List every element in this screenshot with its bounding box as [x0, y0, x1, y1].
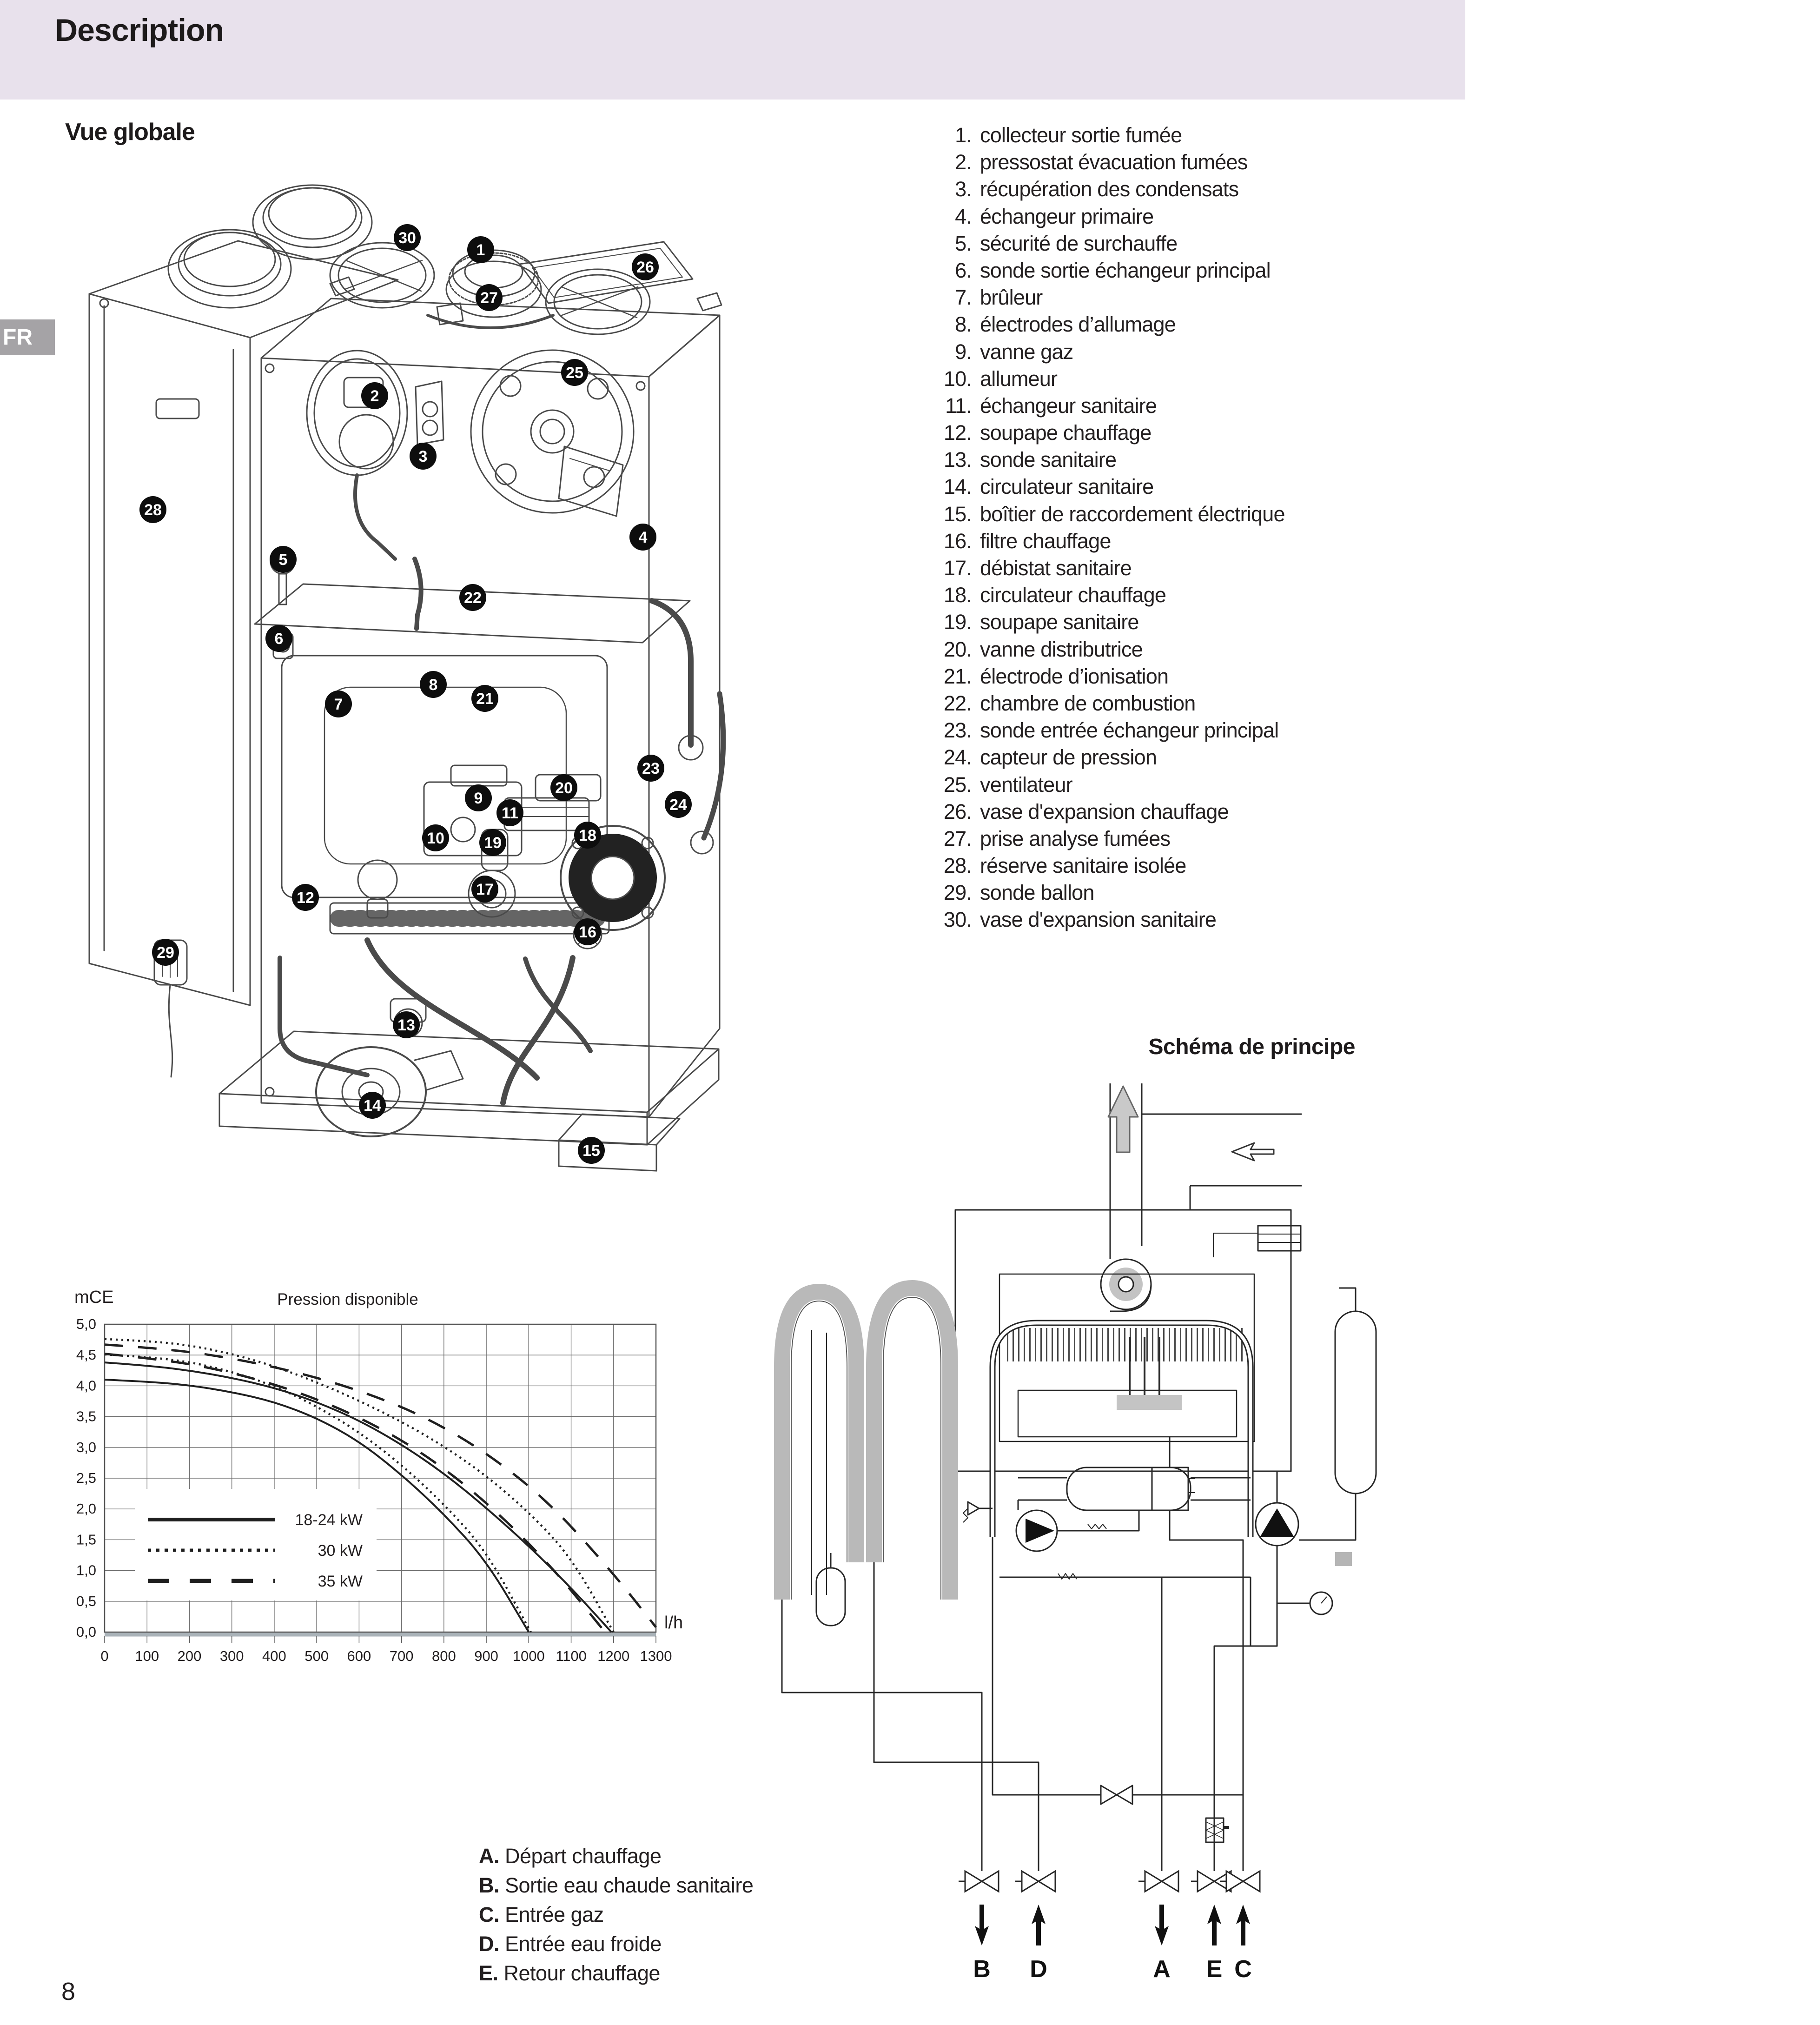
parts-item-label: allumeur: [980, 366, 1058, 391]
svg-text:17: 17: [476, 881, 494, 899]
svg-text:30: 30: [398, 229, 416, 247]
svg-text:26: 26: [636, 259, 654, 277]
svg-text:1300: 1300: [640, 1648, 672, 1664]
parts-item-label: ventilateur: [980, 772, 1072, 797]
port-letter-E: E: [1206, 1956, 1223, 1983]
svg-text:1000: 1000: [512, 1648, 545, 1664]
callout-badge-30: [394, 224, 421, 251]
svg-text:9: 9: [474, 790, 483, 808]
svg-text:4: 4: [638, 529, 648, 547]
callout-badge-3: [410, 443, 437, 470]
connection-ports: [959, 1860, 1260, 1983]
parts-list-item: [903, 203, 1451, 230]
svg-text:3: 3: [418, 448, 428, 466]
parts-list-item: [903, 230, 1451, 257]
chart-legend-label: 35 kW: [318, 1573, 363, 1590]
valve-icon: [1022, 1871, 1055, 1892]
callout-badge-19: [479, 829, 506, 856]
parts-item-number: 24.: [943, 745, 972, 770]
svg-text:0: 0: [100, 1648, 109, 1664]
svg-text:11: 11: [502, 804, 518, 823]
page-title: Description: [55, 13, 224, 48]
parts-item-number: 3.: [955, 177, 972, 201]
parts-item-number: 18.: [943, 583, 972, 607]
callout-badge-14: [359, 1092, 386, 1119]
callout-badge-22: [459, 584, 486, 611]
parts-item-label: vase d'expansion chauffage: [980, 799, 1229, 823]
parts-list-item: [903, 744, 1451, 771]
svg-text:2: 2: [370, 387, 379, 405]
svg-text:15: 15: [582, 1142, 600, 1160]
callout-badge-13: [393, 1011, 420, 1038]
flow-arrow-up-icon: [1236, 1905, 1250, 1945]
callout-badge-2: [361, 382, 388, 409]
hydraulic-schematic: [721, 1069, 1381, 1995]
svg-text:mCE: mCE: [74, 1288, 114, 1307]
language-tab: FR: [0, 319, 55, 355]
callout-badge-9: [465, 784, 492, 811]
parts-item-label: sonde ballon: [980, 881, 1094, 905]
callout-badge-5: [270, 546, 297, 573]
svg-text:10: 10: [427, 830, 444, 848]
svg-text:19: 19: [484, 834, 502, 852]
callout-badge-24: [665, 791, 692, 818]
parts-list-item: [903, 149, 1451, 176]
port-letter-C: C: [1234, 1956, 1252, 1983]
svg-text:Pression disponible: Pression disponible: [277, 1290, 418, 1308]
svg-text:8: 8: [429, 676, 438, 694]
parts-item-label: boîtier de raccordement électrique: [980, 502, 1285, 526]
callout-badge-12: [292, 884, 319, 911]
parts-list-item: [903, 717, 1451, 744]
callout-badge-27: [476, 284, 503, 311]
parts-item-number: 23.: [943, 718, 972, 743]
parts-list-item: [903, 284, 1451, 311]
callout-badge-20: [550, 774, 577, 801]
callout-badge-16: [574, 918, 601, 945]
svg-text:27: 27: [480, 289, 498, 307]
parts-list-item: [903, 392, 1451, 419]
parts-item-label: circulateur chauffage: [980, 583, 1166, 607]
parts-item-label: chambre de combustion: [980, 691, 1196, 715]
parts-item-label: filtre chauffage: [980, 529, 1111, 553]
parts-list-item: [903, 176, 1451, 203]
flow-arrow-down-icon: [975, 1905, 989, 1945]
callout-badge-29: [152, 939, 179, 966]
parts-list-item: [903, 311, 1451, 338]
parts-item-label: échangeur sanitaire: [980, 393, 1157, 418]
svg-text:2,5: 2,5: [76, 1470, 96, 1486]
parts-list-item: [903, 473, 1451, 500]
svg-text:13: 13: [397, 1016, 415, 1035]
callout-badge-17: [471, 876, 498, 903]
port-letter-B: B: [973, 1956, 991, 1983]
svg-text:300: 300: [219, 1648, 244, 1664]
parts-list-item: [903, 582, 1451, 609]
svg-text:100: 100: [135, 1648, 159, 1664]
callout-badge-4: [629, 524, 656, 551]
flue-arrow-icon: [1108, 1086, 1138, 1152]
boiler-exploded-diagram: [70, 167, 823, 1172]
connection-legend-item: A. Départ chauffage: [479, 1844, 662, 1868]
parts-item-label: débistat sanitaire: [980, 556, 1132, 580]
parts-item-label: électrode d’ionisation: [980, 664, 1169, 688]
parts-item-number: 4.: [955, 204, 972, 228]
parts-item-label: capteur de pression: [980, 745, 1157, 770]
parts-list-item: [903, 365, 1451, 392]
parts-item-label: électrodes d’allumage: [980, 312, 1176, 337]
parts-list-item: [903, 419, 1451, 446]
svg-text:28: 28: [144, 501, 162, 519]
section-title-vue-globale: Vue globale: [65, 119, 195, 146]
parts-item-label: échangeur primaire: [980, 204, 1154, 228]
port-letter-D: D: [1030, 1956, 1047, 1983]
page-number: 8: [61, 1978, 76, 2005]
parts-item-number: 9.: [955, 339, 972, 364]
port-letter-A: A: [1153, 1956, 1171, 1983]
parts-item-number: 20.: [943, 637, 972, 661]
parts-item-number: 8.: [955, 312, 972, 337]
chart-legend-label: 18-24 kW: [295, 1511, 363, 1529]
callout-badge-6: [265, 625, 292, 652]
parts-item-number: 15.: [943, 502, 972, 526]
callout-badge-1: [467, 236, 494, 263]
parts-item-number: 30.: [943, 908, 972, 932]
svg-text:1,5: 1,5: [76, 1531, 96, 1548]
parts-item-number: 12.: [943, 421, 972, 445]
svg-text:1,0: 1,0: [76, 1562, 96, 1579]
chart-legend-label: 30 kW: [318, 1542, 363, 1560]
parts-item-label: sécurité de surchauffe: [980, 231, 1178, 255]
callout-badge-28: [139, 496, 166, 523]
parts-item-number: 29.: [943, 881, 972, 905]
parts-list-item: [903, 501, 1451, 528]
svg-text:3,5: 3,5: [76, 1408, 96, 1425]
parts-item-number: 6.: [955, 258, 972, 282]
parts-item-label: vase d'expansion sanitaire: [980, 908, 1217, 932]
svg-text:800: 800: [431, 1648, 456, 1664]
parts-list-item: [903, 825, 1451, 852]
parts-item-label: soupape sanitaire: [980, 610, 1139, 634]
svg-text:2,0: 2,0: [76, 1500, 96, 1517]
svg-text:20: 20: [555, 779, 573, 797]
callout-badge-11: [496, 799, 523, 826]
svg-text:400: 400: [262, 1648, 286, 1664]
connection-legend-item: C. Entrée gaz: [479, 1903, 604, 1926]
parts-item-number: 25.: [943, 772, 972, 797]
section-title-schema: Schéma de principe: [1148, 1035, 1355, 1059]
svg-text:29: 29: [157, 944, 174, 962]
svg-text:5: 5: [278, 551, 288, 569]
flow-arrow-down-icon: [1155, 1905, 1169, 1945]
svg-text:l/h: l/h: [664, 1613, 683, 1633]
parts-item-number: 27.: [943, 826, 972, 850]
parts-item-label: brûleur: [980, 285, 1043, 310]
parts-item-label: sonde entrée échangeur principal: [980, 718, 1279, 743]
svg-text:900: 900: [474, 1648, 498, 1664]
callout-badge-7: [325, 690, 352, 717]
valve-icon: [965, 1871, 999, 1892]
svg-text:0,5: 0,5: [76, 1593, 96, 1609]
svg-text:18: 18: [579, 827, 596, 845]
parts-item-label: sonde sortie échangeur principal: [980, 258, 1271, 282]
svg-text:14: 14: [364, 1097, 381, 1115]
parts-list-item: [903, 636, 1451, 663]
parts-item-label: récupération des condensats: [980, 177, 1239, 201]
callout-badge-15: [578, 1137, 605, 1164]
connection-legend-item: E. Retour chauffage: [479, 1961, 660, 1985]
parts-item-label: soupape chauffage: [980, 421, 1152, 445]
parts-list-item: [903, 690, 1451, 717]
svg-text:23: 23: [642, 760, 660, 778]
parts-item-number: 5.: [955, 231, 972, 255]
parts-list-item: [903, 852, 1451, 879]
parts-list-item: [903, 528, 1451, 555]
callout-badge-8: [420, 671, 447, 698]
parts-list-item: [903, 906, 1451, 933]
svg-text:3,0: 3,0: [76, 1439, 96, 1455]
pressure-chart: [65, 1274, 725, 1693]
svg-text:12: 12: [297, 889, 314, 907]
parts-list-item: [903, 798, 1451, 825]
parts-item-label: sonde sanitaire: [980, 448, 1117, 472]
svg-text:4,5: 4,5: [76, 1347, 96, 1363]
parts-list-item: [903, 663, 1451, 690]
parts-list-item: [903, 555, 1451, 582]
svg-text:600: 600: [347, 1648, 371, 1664]
parts-item-number: 28.: [943, 854, 972, 878]
parts-item-number: 21.: [943, 664, 972, 688]
parts-item-number: 10.: [943, 366, 972, 391]
svg-text:0,0: 0,0: [76, 1624, 96, 1640]
flow-arrow-up-icon: [1207, 1905, 1221, 1945]
valve-icon: [1145, 1871, 1178, 1892]
parts-item-label: pressostat évacuation fumées: [980, 150, 1248, 174]
air-intake-arrow-icon: [1232, 1143, 1274, 1161]
callout-badge-18: [574, 822, 601, 849]
parts-item-label: circulateur sanitaire: [980, 475, 1154, 499]
callout-badge-25: [561, 359, 588, 386]
parts-item-number: 11.: [945, 393, 972, 418]
parts-list-item: [903, 609, 1451, 636]
parts-item-number: 1.: [955, 123, 972, 147]
parts-item-label: vanne distributrice: [980, 637, 1143, 661]
parts-list-item: [903, 122, 1451, 149]
parts-list-item: [903, 446, 1451, 473]
flow-arrow-up-icon: [1032, 1905, 1046, 1945]
parts-item-number: 26.: [943, 799, 972, 823]
svg-text:22: 22: [464, 589, 482, 607]
parts-list-item: [903, 257, 1451, 284]
parts-item-label: prise analyse fumées: [980, 826, 1171, 850]
parts-item-number: 17.: [943, 556, 972, 580]
callout-badge-23: [637, 755, 664, 782]
svg-text:1200: 1200: [597, 1648, 630, 1664]
connection-legend-item: B. Sortie eau chaude sanitaire: [479, 1873, 754, 1897]
parts-item-number: 19.: [943, 610, 972, 634]
parts-item-label: collecteur sortie fumée: [980, 123, 1182, 147]
svg-text:25: 25: [566, 364, 583, 382]
svg-text:500: 500: [304, 1648, 329, 1664]
parts-list: [903, 122, 1451, 934]
connection-legend-item: D. Entrée eau froide: [479, 1932, 662, 1956]
parts-list-item: [903, 771, 1451, 798]
parts-item-label: réserve sanitaire isolée: [980, 854, 1186, 878]
svg-text:700: 700: [389, 1648, 414, 1664]
svg-text:21: 21: [476, 690, 494, 708]
callout-badge-10: [422, 824, 449, 851]
parts-item-number: 7.: [955, 285, 972, 310]
parts-item-number: 2.: [955, 150, 972, 174]
parts-item-number: 16.: [943, 529, 972, 553]
parts-list-item: [903, 339, 1451, 365]
callout-badge-21: [471, 685, 498, 712]
valve-icon: [1226, 1871, 1260, 1892]
parts-item-number: 14.: [943, 475, 972, 499]
svg-text:7: 7: [334, 696, 343, 714]
parts-item-label: vanne gaz: [980, 339, 1073, 364]
svg-text:4,0: 4,0: [76, 1377, 96, 1394]
parts-list-item: [903, 879, 1451, 906]
parts-item-number: 22.: [943, 691, 972, 715]
callout-badge-26: [632, 253, 659, 280]
svg-text:5,0: 5,0: [76, 1316, 96, 1332]
svg-text:24: 24: [669, 796, 687, 814]
svg-text:1100: 1100: [556, 1648, 587, 1664]
svg-text:6: 6: [274, 630, 284, 648]
svg-text:16: 16: [579, 923, 596, 942]
parts-item-number: 13.: [943, 448, 972, 472]
svg-text:1: 1: [476, 241, 485, 259]
svg-text:200: 200: [177, 1648, 202, 1664]
